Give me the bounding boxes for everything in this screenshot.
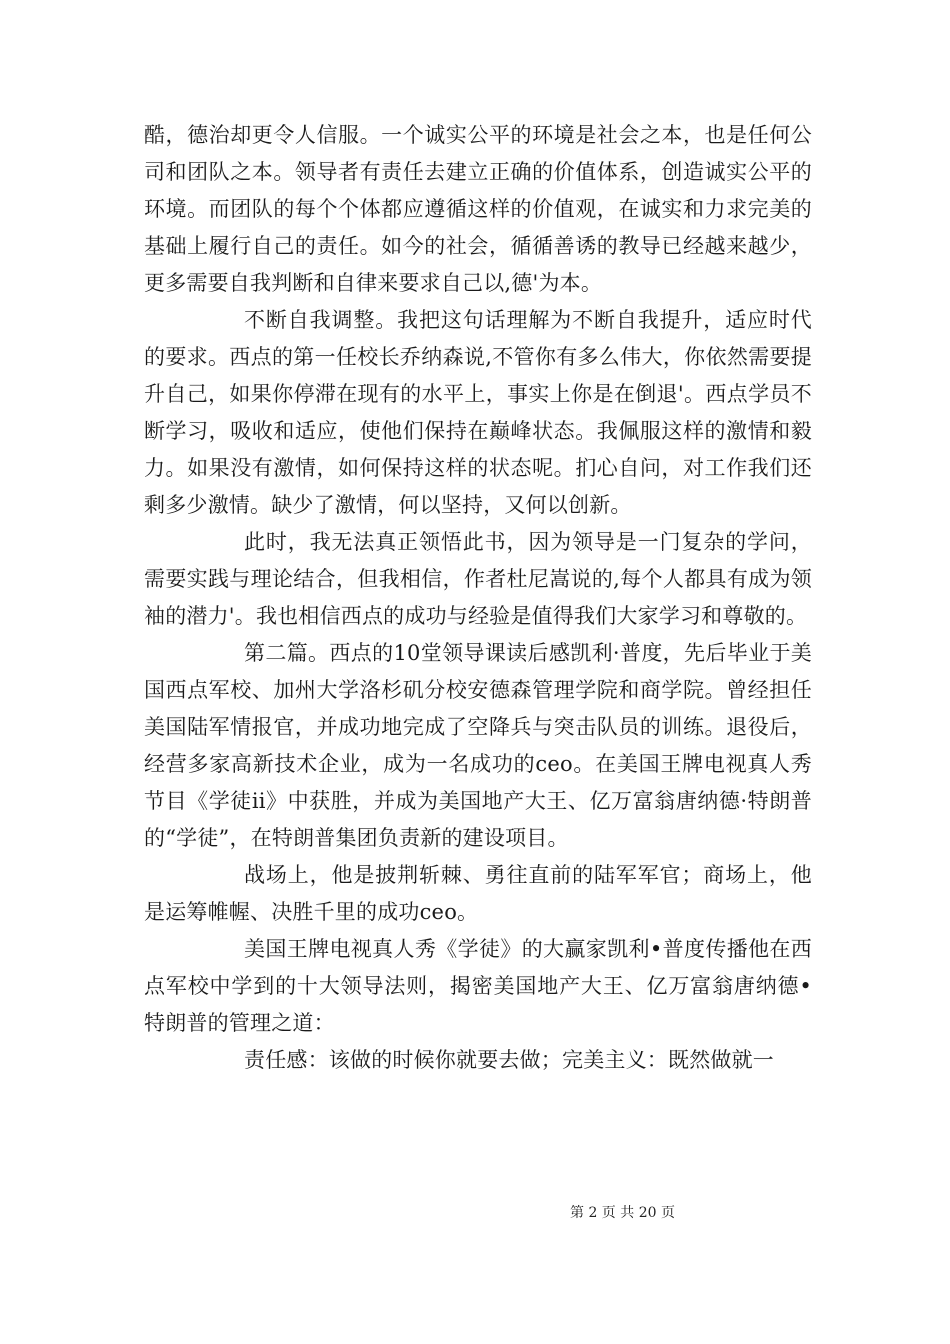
paragraph-5: 战场上，他是披荆斩棘、勇往直前的陆军军官；商场上，他是运筹帷幄、决胜千里的成功ceo。 <box>144 863 812 924</box>
paragraph-4: 第二篇。西点的10堂领导课读后感凯利·普度，先后毕业于美国西点军校、加州大学洛杉矶分校安德森管理学院和商学院。曾经担任美国陆军情报官，并成功地完成了空降兵与突击队员的训练。退役后，经营多家高新技术企业，成为一名成功的ceo。在美国王牌电视真人秀节目《学徒ii》中获胜，并成为美国地产大王、亿万富翁唐纳德·特朗普的“学徒”，在特朗普集团负责新的建设项目。 <box>144 641 812 850</box>
paragraph-3: 此时，我无法真正领悟此书，因为领导是一门复杂的学问，需要实践与理论结合，但我相信，作者杜尼嵩说的,每个人都具有成为领袖的潜力'。我也相信西点的成功与经验是值得我们大家学习和尊敬的。 <box>144 530 812 628</box>
page-number-footer: 第 2 页 共 20 页 <box>570 1205 675 1221</box>
paragraph-2: 不断自我调整。我把这句话理解为不断自我提升，适应时代的要求。西点的第一任校长乔纳森说,不管你有多么伟大，你依然需要提升自己，如果你停滞在现有的水平上，事实上你是在倒退'。西点学员不断学习，吸收和适应，使他们保持在巅峰状态。我佩服这样的激情和毅力。如果没有激情，如何保持这样的状态呢。扪心自问，对工作我们还剩多少激情。缺少了激情，何以坚持，又何以创新。 <box>144 308 812 517</box>
paragraph-7: 责任感：该做的时候你就要去做；完美主义：既然做就一 <box>244 1048 774 1072</box>
paragraph-1: 酷，德治却更令人信服。一个诚实公平的环境是社会之本，也是任何公司和团队之本。领导者有责任去建立正确的价值体系，创造诚实公平的环境。而团队的每个个体都应遵循这样的价值观，在诚实和力求完美的基础上履行自己的责任。如今的社会，循循善诱的教导已经越来越少，更多需要自我判断和自律来要求自己以,德'为本。 <box>144 123 812 295</box>
document-body <box>144 117 812 1079</box>
paragraph-6: 美国王牌电视真人秀《学徒》的大赢家凯利•普度传播他在西点军校中学到的十大领导法则，揭密美国地产大王、亿万富翁唐纳德•特朗普的管理之道： <box>144 937 812 1035</box>
